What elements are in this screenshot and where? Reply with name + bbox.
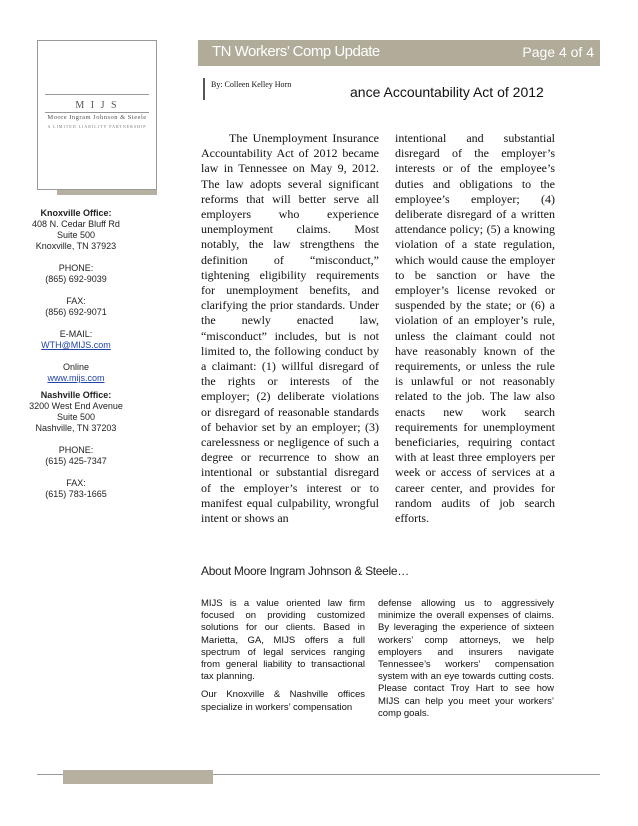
- knoxville-label: Knoxville Office:: [40, 208, 112, 218]
- article-column-2-text: intentional and substantial disregard of the employer’s interests or of the employee’s duties and obligations to the employee’s employer; (4) deliberate disregard of a written attendance policy; (5) a knowing violation of a state regulation, which would cause the employer to be sanction or have the employer’s license revoked or suspended by the state; or (6) a violation of an employer’s rule, unless the claimant could not have reasonably known of the requirements, or unless the rule is unlawful or not reasonably related to the job. The law also enacts new work search requirements for unemployment beneficiaries, requiring contact with at least three employers per week or access of services at a career center, and provides for random audits of job search efforts.: [395, 131, 555, 526]
- knoxville-address3: Knoxville, TN 37923: [35, 241, 117, 251]
- about-heading: About Moore Ingram Johnson & Steele…: [201, 564, 409, 578]
- newsletter-title: TN Workers’ Comp Update: [212, 43, 380, 60]
- about-paragraph-1: MIJS is a value oriented law firm focused on providing customized solutions for our clients. Based in Marietta, GA, MIJS offers a full spectrum of legal services ranging from general liability to transactional tax planning.: [201, 598, 365, 683]
- knoxville-office: [0, 208, 152, 384]
- website-link[interactable]: www.mijs.com: [47, 373, 105, 383]
- knoxville-email-label: E-MAIL:: [59, 329, 93, 339]
- logo-rule-top: [45, 94, 149, 95]
- nashville-fax-label: FAX:: [66, 478, 86, 488]
- about-column-1: [201, 598, 365, 720]
- knoxville-phone: (865) 692-9039: [45, 274, 107, 284]
- knoxville-fax: (856) 692-9071: [45, 307, 107, 317]
- logo-name: M I J S: [75, 100, 119, 111]
- nashville-phone: (615) 425-7347: [45, 456, 107, 466]
- nashville-address2: Suite 500: [56, 412, 96, 422]
- logo-rule-mid: [45, 112, 149, 113]
- nashville-address1: 3200 West End Avenue: [29, 401, 123, 411]
- newsletter-header: [198, 40, 600, 66]
- article-column-1: [201, 131, 379, 526]
- nashville-address3: Nashville, TN 37203: [35, 423, 117, 433]
- knoxville-address2: Suite 500: [56, 230, 96, 240]
- knoxville-phone-label: PHONE:: [58, 263, 94, 273]
- article-column-2: [395, 131, 555, 526]
- article-byline: By: Colleen Kelley Horn: [203, 78, 313, 100]
- nashville-fax: (615) 783-1665: [45, 489, 107, 499]
- knoxville-address1: 408 N. Cedar Bluff Rd: [32, 219, 120, 229]
- firm-logo: [37, 40, 157, 190]
- knoxville-email-link[interactable]: WTH@MIJS.com: [41, 340, 111, 350]
- article-column-1-text: The Unemployment Insurance Accountability Act of 2012 became law in Tennessee on May 9, 2012. The law adopts several significant reforms that will better serve all employers who experience unemployment claims. Most notably, the law strengthens the definition of “misconduct,” tightening eligibility requirements for unemployment benefits, and clarifying the prior standards. Under the newly enacted law, “misconduct” includes, but is not limited to, the following conduct by a claimant: (1) willful disregard of the rights or interests of the employer; (2) deliberate violations or disregard of reasonable standards of behavior set by an employer; (3) carelessness or negligence of such a degree or recurrence to show an intentional or substantial disregard of the employer’s interest or to manifest equal culpability, wrongful intent or shows an: [201, 131, 379, 526]
- about-paragraph-3: defense allowing us to aggressively minimize the overall expenses of claims. By leveraging the experience of sixteen workers’ comp attorneys, we help employers and insurers navigate Tennessee’s workers’ compensation system with an eye towards cutting costs. Please contact Troy Hart to see how MIJS can help you meet your workers’ comp goals.: [378, 598, 554, 719]
- online-label: Online: [62, 362, 89, 372]
- nashville-office: [0, 390, 152, 500]
- about-column-2: [378, 598, 554, 726]
- about-paragraph-2: Our Knoxville & Nashville offices specialize in workers’ compensation: [201, 689, 365, 713]
- sidebar-divider: [57, 190, 157, 195]
- logo-tagline: A LIMITED LIABILITY PARTNERSHIP: [47, 124, 147, 129]
- nashville-phone-label: PHONE:: [58, 445, 94, 455]
- nashville-label: Nashville Office:: [40, 390, 112, 400]
- knoxville-fax-label: FAX:: [66, 296, 86, 306]
- footer-accent-bar: [63, 770, 213, 784]
- page-indicator: Page 4 of 4: [522, 44, 594, 60]
- article-title: ance Accountability Act of 2012: [350, 84, 544, 100]
- logo-firm-name: Moore Ingram Johnson & Steele: [47, 114, 147, 121]
